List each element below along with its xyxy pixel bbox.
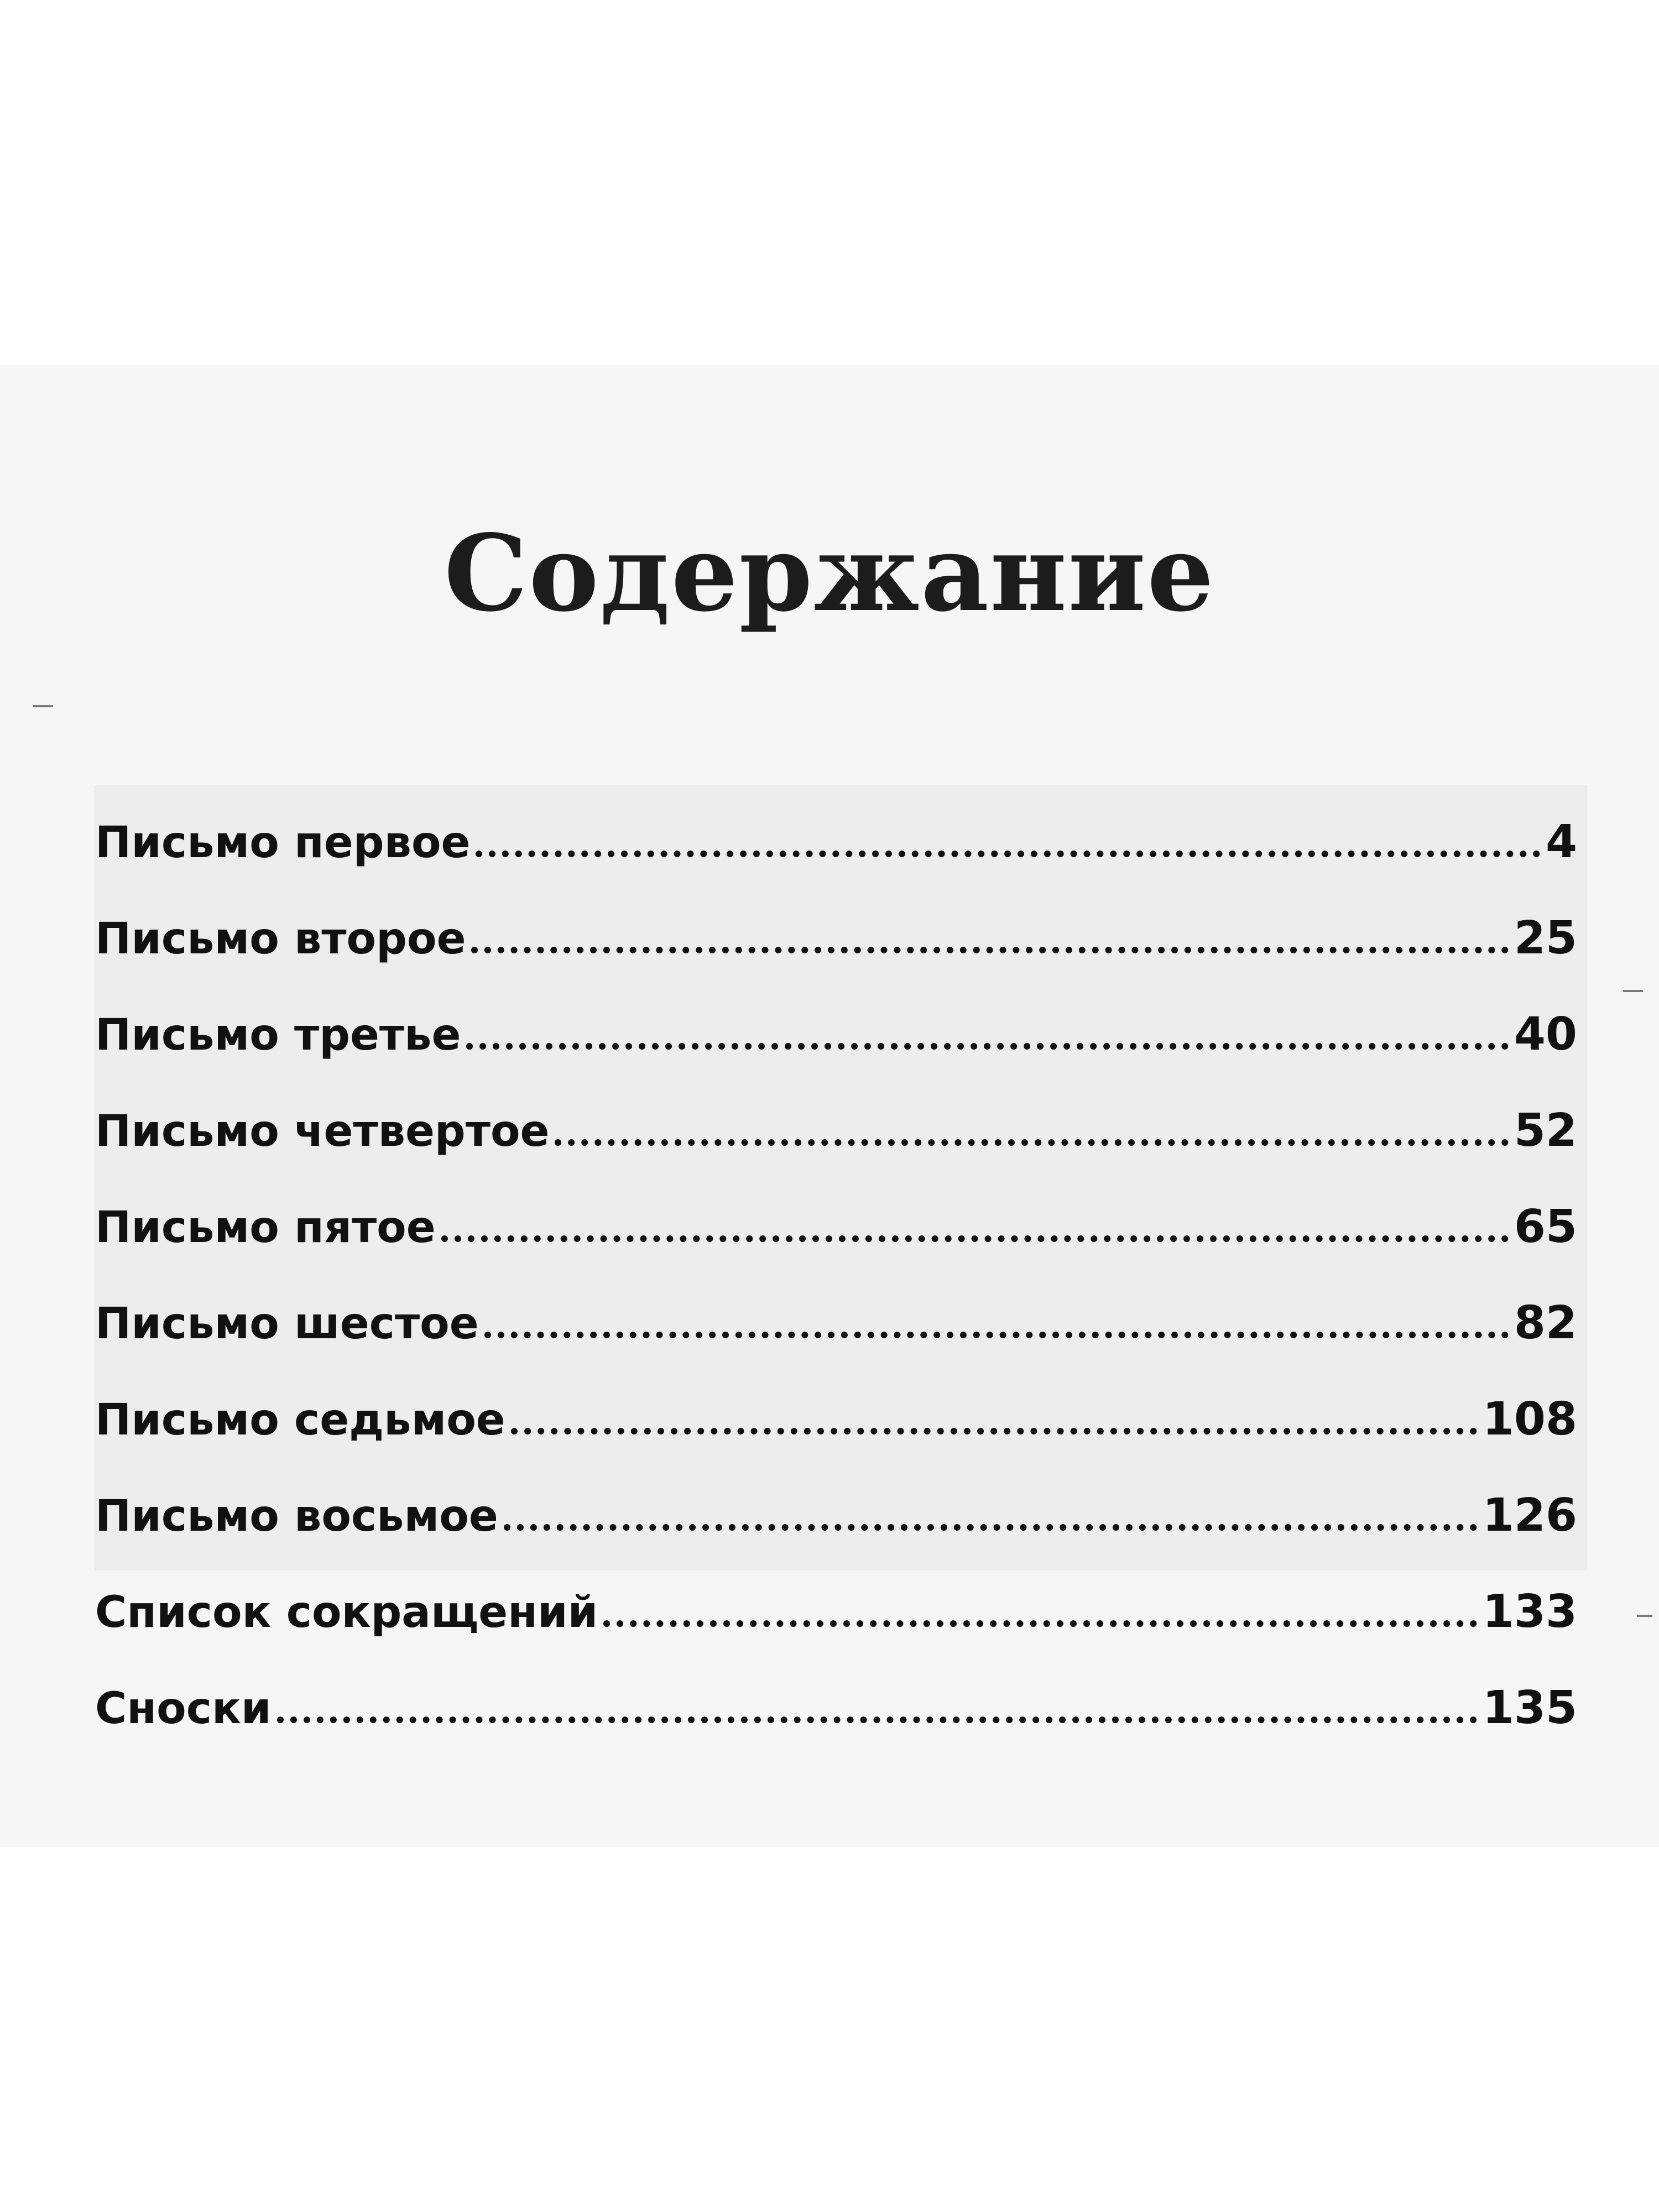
toc-entry-page: 4: [1545, 816, 1577, 868]
toc-entry-title: Письмо первое: [95, 818, 471, 868]
toc-entry[interactable]: [95, 912, 1577, 1008]
toc-entry-page: 133: [1482, 1585, 1577, 1638]
dot-leader: [555, 1139, 1508, 1146]
page-title: Содержание: [444, 512, 1215, 635]
toc-entry-page: 126: [1482, 1489, 1577, 1542]
toc-entry-title: Письмо третье: [95, 1010, 461, 1060]
crop-mark: [33, 705, 53, 707]
crop-mark: [1623, 990, 1643, 992]
toc-entry[interactable]: [95, 1297, 1577, 1393]
toc-entry-title: Письмо шестое: [95, 1299, 479, 1349]
dot-leader: [441, 1235, 1509, 1242]
dot-leader: [277, 1717, 1477, 1723]
toc-entry-title: Письмо восьмое: [95, 1491, 498, 1541]
toc-entry-title: Письмо седьмое: [95, 1395, 505, 1445]
toc-entry-page: 52: [1514, 1104, 1577, 1157]
toc-entry-title: Письмо пятое: [95, 1203, 436, 1253]
dot-leader: [466, 1043, 1509, 1050]
toc-entry[interactable]: [95, 1682, 1577, 1778]
toc-entry[interactable]: [95, 1104, 1577, 1201]
toc-entry-title: Письмо четвертое: [95, 1107, 550, 1156]
toc-entry-page: 82: [1514, 1297, 1577, 1349]
toc-entry[interactable]: [95, 1393, 1577, 1489]
dot-leader: [476, 851, 1540, 857]
toc-entry-title: Сноски: [95, 1684, 272, 1734]
toc-entry-title: Список сокращений: [95, 1588, 598, 1637]
dot-leader: [484, 1332, 1509, 1338]
toc-entry-page: 65: [1514, 1201, 1577, 1253]
toc-entry-title: Письмо второе: [95, 914, 466, 964]
dot-leader: [504, 1524, 1477, 1531]
dot-leader: [471, 947, 1508, 953]
toc-entry[interactable]: [95, 816, 1577, 912]
toc-entry[interactable]: [95, 1008, 1577, 1104]
dot-leader: [603, 1620, 1477, 1627]
toc-entry-page: 108: [1482, 1393, 1577, 1446]
toc-entry-page: 40: [1514, 1008, 1577, 1061]
toc-entry-page: 25: [1514, 912, 1577, 964]
toc-entry-page: 135: [1482, 1682, 1577, 1734]
dot-leader: [511, 1428, 1477, 1434]
crop-mark: [1637, 1615, 1652, 1617]
table-of-contents: [95, 816, 1577, 1778]
toc-entry[interactable]: [95, 1489, 1577, 1585]
toc-entry[interactable]: [95, 1585, 1577, 1682]
toc-entry[interactable]: [95, 1201, 1577, 1297]
